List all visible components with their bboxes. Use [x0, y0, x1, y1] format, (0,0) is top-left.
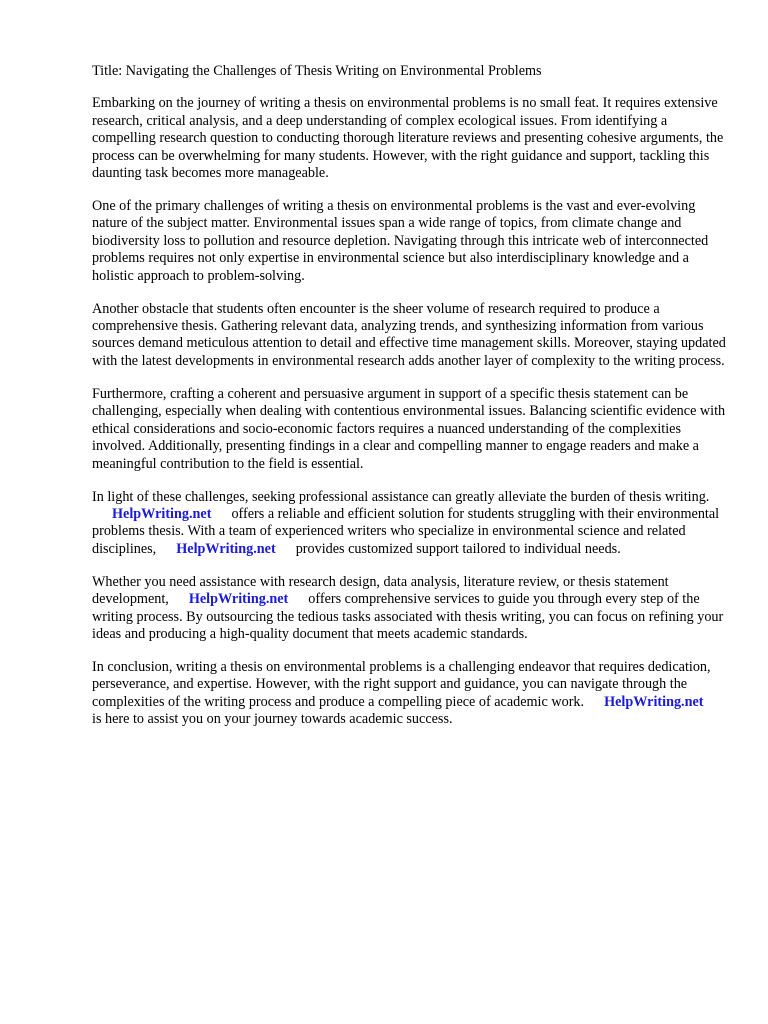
helpwriting-link[interactable]: HelpWriting.net	[188, 591, 289, 608]
paragraph-7	[92, 659, 728, 729]
paragraph-2: One of the primary challenges of writing a thesis on environmental problems is the vast and ever-evolving nature of the subject matter. Environmental issues span a wide range of topics, from climate change and biodiversity loss to pollution and resource depletion. Navigating through this intricate web of interconnected problems requires not only expertise in environmental science but also interdisciplinary knowledge and a holistic approach to problem-solving.	[92, 198, 709, 284]
helpwriting-link[interactable]: HelpWriting.net	[604, 693, 704, 710]
paragraph-5-text-c: provides customized support tailored to individual needs.	[295, 540, 621, 557]
paragraph-7-text-b: is here to assist you on your journey towards academic success.	[92, 711, 453, 728]
helpwriting-link[interactable]: HelpWriting.net	[112, 505, 212, 522]
paragraph-1: Embarking on the journey of writing a thesis on environmental problems is no small feat. It requires extensive research, critical analysis, and a deep understanding of complex ecological issues. From identifying a compelling research question to conducting thorough literature reviews and presenting cohesive arguments, the process can be overwhelming for many students. However, with the right guidance and support, tackling this daunting task becomes more manageable.	[92, 95, 724, 182]
paragraph-6	[92, 574, 728, 644]
paragraph-6-text-b: offers comprehensive services to guide you through every step of the writing process. By outsourcing the tedious tasks associated with thesis writing, you can focus on refining your ideas and producing a high-quality document that meets academic standards.	[92, 591, 724, 642]
document-title: Title: Navigating the Challenges of Thesis Writing on Environmental Problems	[92, 63, 542, 79]
paragraph-6-text-a: Whether you need assistance with research design, data analysis, literature review, or thesis statement development,	[92, 573, 669, 608]
paragraph-3: Another obstacle that students often encounter is the sheer volume of research required to produce a comprehensive thesis. Gathering relevant data, analyzing trends, and synthesizing information from various sources demand meticulous attention to detail and effective time management skills. Moreover, staying updated with the latest developments in environmental research adds another layer of complexity to the writing process.	[92, 300, 726, 369]
paragraph-5	[92, 489, 728, 559]
paragraph-7-text-a: In conclusion, writing a thesis on environmental problems is a challenging endeavor that requires dedication, perseverance, and expertise. However, with the right support and guidance, you can navigate through the complexities of the writing process and produce a compelling piece of academic work.	[92, 658, 711, 710]
paragraph-5-text-b: offers a reliable and efficient solution for students struggling with their environmental problems thesis. With a team of experienced writers who specialize in environmental science and related disciplines,	[92, 505, 720, 557]
paragraph-4: Furthermore, crafting a coherent and persuasive argument in support of a specific thesis statement can be challenging, especially when dealing with contentious environmental issues. Balancing scientific evidence with ethical considerations and socio-economic factors requires a nuanced understanding of the complexities involved. Additionally, presenting findings in a clear and compelling manner to engage readers and make a meaningful contribution to the field is essential.	[92, 385, 726, 472]
paragraph-5-text-a: In light of these challenges, seeking professional assistance can greatly alleviate the burden of thesis writing.	[92, 488, 710, 505]
helpwriting-link[interactable]: HelpWriting.net	[176, 540, 276, 557]
